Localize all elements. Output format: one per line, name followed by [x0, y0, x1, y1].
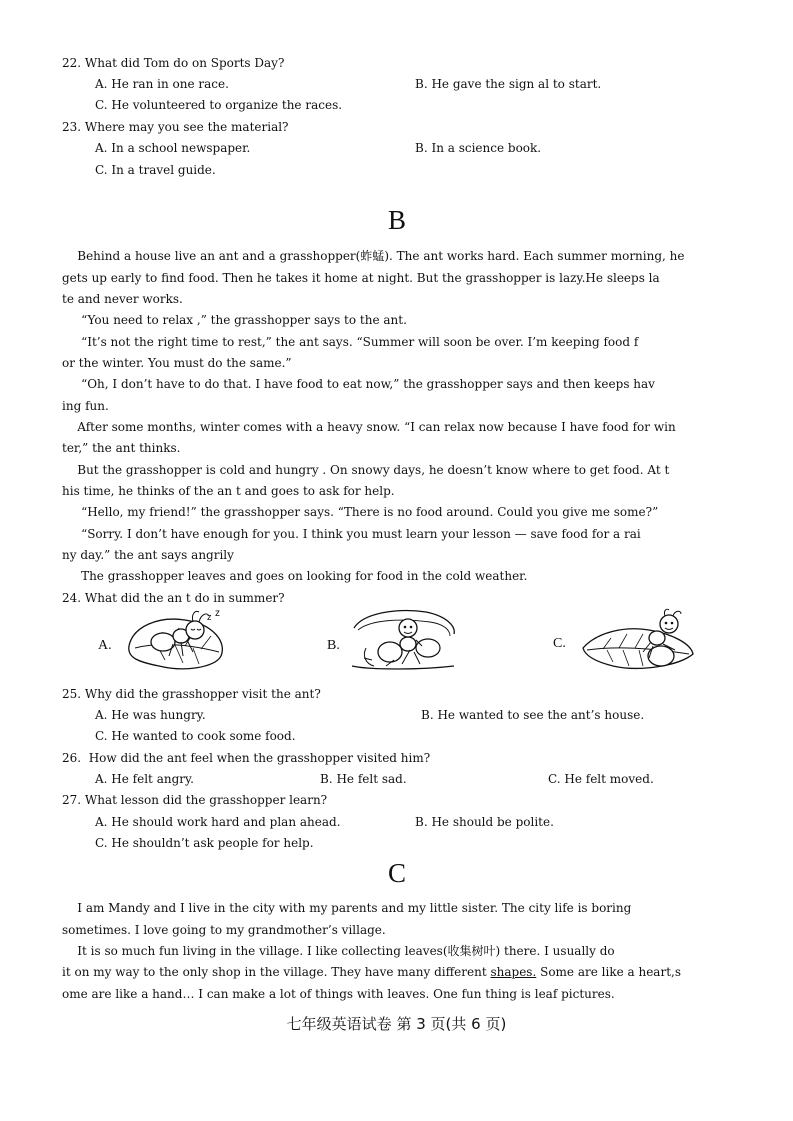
passage-c-text: Some are like a heart,s [536, 965, 681, 979]
question-23-option-a: A. In a school newspaper. [95, 141, 251, 155]
picture-option-c [553, 606, 703, 678]
passage-b-line: his time, he thinks of the an t and goes to ask for help. [62, 484, 395, 498]
passage-c-line: It is so much fun living in the village. I like collecting leaves(收集树叶) there. I usually do [62, 944, 615, 958]
passage-b-line: But the grasshopper is cold and hungry . On snowy days, he doesn’t know where to get food. At t [62, 463, 670, 477]
passage-b-line: ny day.” the ant says angrily [62, 548, 234, 562]
passage-b-line: “You need to relax ,” the grasshopper says to the ant. [62, 313, 407, 327]
question-25-option-b: B. He wanted to see the ant’s house. [421, 708, 645, 722]
ant-carrying-food-icon [350, 608, 460, 674]
question-23-option-b: B. In a science book. [415, 141, 542, 155]
passage-b-line: “Sorry. I don’t have enough for you. I think you must learn your lesson — save food for a rai [62, 527, 641, 541]
passage-b-line: gets up early to find food. Then he takes it home at night. But the grasshopper is lazy.He sleeps la [62, 271, 660, 285]
question-23-option-c: C. In a travel guide. [95, 163, 216, 177]
passage-b-line: “It’s not the right time to rest,” the ant says. “Summer will soon be over. I’m keeping food f [62, 335, 639, 349]
section-c-heading: C [388, 858, 407, 888]
question-24-stem: 24. What did the an t do in summer? [62, 591, 285, 605]
picture-option-b [324, 606, 464, 678]
picture-option-b-label: B. [327, 638, 340, 653]
underlined-word: shapes. [490, 965, 537, 979]
question-26-stem: 26. How did the ant feel when the grasshopper visited him? [62, 751, 431, 765]
ant-resting-on-leaf-icon [579, 608, 697, 674]
passage-b-line: “Hello, my friend!” the grasshopper says. “There is no food around. Could you give me some?” [62, 505, 659, 519]
question-27-option-b: B. He should be polite. [415, 815, 554, 829]
passage-b-line: Behind a house live an ant and a grasshopper(蚱蜢). The ant works hard. Each summer morning, he [62, 249, 685, 263]
passage-c-line: sometimes. I love going to my grandmother’s village. [62, 923, 386, 937]
question-27-option-c: C. He shouldn’t ask people for help. [95, 836, 314, 850]
picture-option-a [95, 606, 235, 678]
section-b-heading: B [388, 205, 407, 235]
passage-c-text: it on my way to the only shop in the village. They have many different [62, 965, 491, 979]
passage-c-line: I am Mandy and I live in the city with my parents and my little sister. The city life is boring [62, 901, 632, 915]
passage-b-line: ter,” the ant thinks. [62, 441, 181, 455]
question-27-option-a: A. He should work hard and plan ahead. [95, 815, 341, 829]
question-23-stem: 23. Where may you see the material? [62, 120, 289, 134]
sleeping-ant-on-leaf-icon [123, 608, 233, 674]
picture-option-c-label: C. [553, 636, 566, 651]
passage-b-line: te and never works. [62, 292, 183, 306]
question-27-stem: 27. What lesson did the grasshopper learn? [62, 793, 328, 807]
passage-c-line [62, 965, 681, 979]
question-22-option-a: A. He ran in one race. [95, 77, 229, 91]
question-25-option-c: C. He wanted to cook some food. [95, 729, 296, 743]
passage-b-line: After some months, winter comes with a heavy snow. “I can relax now because I have food for win [62, 420, 676, 434]
passage-b-line: “Oh, I don’t have to do that. I have food to eat now,” the grasshopper says and then keeps hav [62, 377, 655, 391]
svg-text:z: z [215, 608, 220, 619]
passage-b-line: ing fun. [62, 399, 109, 413]
picture-option-a-label: A. [98, 638, 112, 653]
question-25-stem: 25. Why did the grasshopper visit the ant? [62, 687, 321, 701]
passage-b-line: The grasshopper leaves and goes on looking for food in the cold weather. [62, 569, 528, 583]
question-26-option-a: A. He felt angry. [95, 772, 194, 786]
page-footer: 七年级英语试卷 第 3 页(共 6 页) [286, 1015, 507, 1033]
question-22-option-b: B. He gave the sign al to start. [415, 77, 602, 91]
passage-b-line: or the winter. You must do the same.” [62, 356, 292, 370]
question-26-option-c: C. He felt moved. [548, 772, 654, 786]
question-26-option-b: B. He felt sad. [320, 772, 407, 786]
question-25-option-a: A. He was hungry. [95, 708, 206, 722]
question-22-option-c: C. He volunteered to organize the races. [95, 98, 343, 112]
passage-c-line: ome are like a hand… I can make a lot of things with leaves. One fun thing is leaf pictures. [62, 987, 615, 1001]
svg-text:z: z [207, 612, 212, 622]
question-22-stem: 22. What did Tom do on Sports Day? [62, 56, 285, 70]
